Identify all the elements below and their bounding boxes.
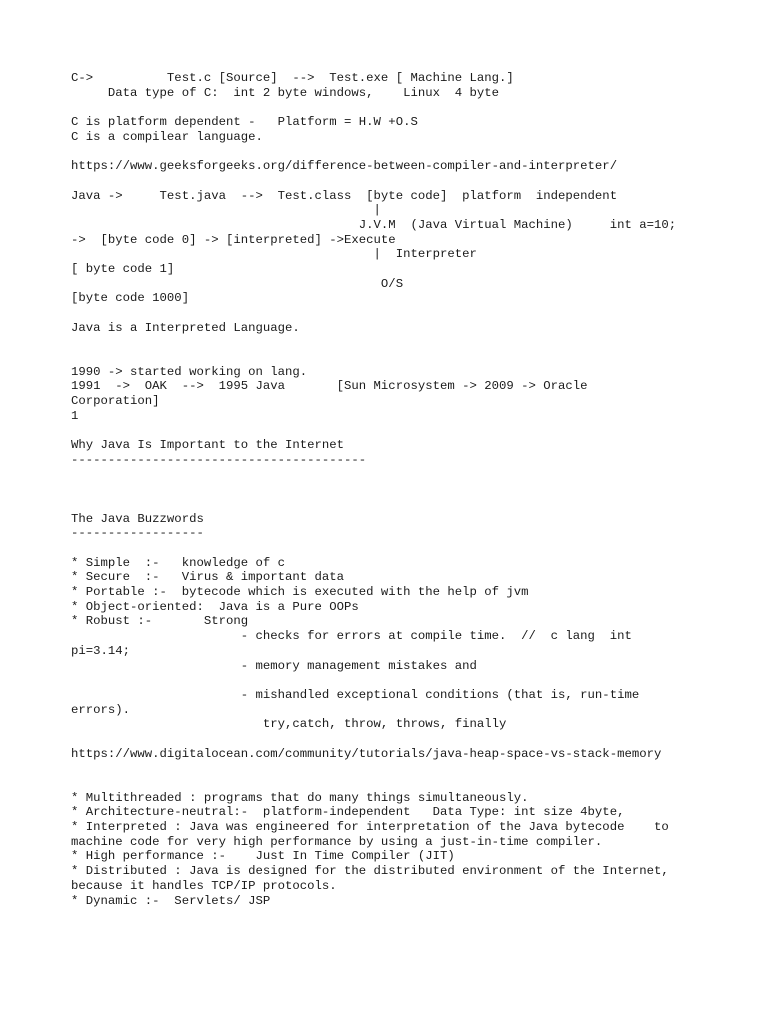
text-line: * Simple :- knowledge of c [71, 555, 286, 570]
text-line: 1990 -> started working on lang. [71, 364, 308, 379]
text-line: -> [byte code 0] -> [interpreted] ->Execute [71, 232, 396, 247]
text-line: try,catch, throw, throws, finally [71, 717, 507, 732]
text-line: 1 [71, 408, 79, 423]
text-line: [byte code 1000] [71, 291, 190, 306]
text-line [71, 100, 761, 115]
text-line: * Dynamic :- Servlets/ JSP [71, 893, 271, 908]
text-line: Java -> Test.java --> Test.class [byte code] platform independent [71, 188, 618, 203]
text-line [71, 350, 761, 365]
text-line: J.V.M (Java Virtual Machine) int a=10; [71, 217, 677, 232]
text-line: [ byte code 1] [71, 261, 175, 276]
text-line [71, 174, 761, 189]
text-line: * Robust :- Strong [71, 614, 249, 629]
text-line: errors). [71, 702, 131, 717]
text-line: The Java Buzzwords [71, 511, 204, 526]
text-line [71, 424, 761, 439]
text-line: * Multithreaded : programs that do many things simultaneously. [71, 790, 529, 805]
text-line: - memory management mistakes and [71, 658, 477, 673]
text-line: ---------------------------------------- [71, 452, 367, 467]
text-line [71, 482, 761, 497]
text-line: * High performance :- Just In Time Compiler (JIT) [71, 849, 455, 864]
text-line: O/S [71, 276, 404, 291]
text-line: C is platform dependent - Platform = H.W +O.S [71, 115, 418, 130]
text-line: * Interpreted : Java was engineered for interpretation of the Java bytecode to [71, 820, 669, 835]
text-line: C-> Test.c [Source] --> Test.exe [ Machine Lang.] [71, 71, 514, 85]
text-line: machine code for very high performance by using a just-in-time compiler. [71, 834, 603, 849]
text-line [71, 497, 761, 512]
text-line: * Object-oriented: Java is a Pure OOPs [71, 599, 359, 614]
text-line [71, 673, 761, 688]
text-line: | [71, 203, 381, 218]
text-line: https://www.geeksforgeeks.org/difference-between-compiler-and-interpreter/ [71, 159, 618, 174]
text-line: ------------------ [71, 526, 204, 541]
document-body [71, 71, 761, 908]
text-line: * Portable :- bytecode which is executed with the help of jvm [71, 585, 529, 600]
text-line [71, 732, 761, 747]
text-line: Corporation] [71, 394, 160, 409]
text-line [71, 761, 761, 776]
text-line: Data type of C: int 2 byte windows, Linux 4 byte [71, 85, 500, 100]
text-line: pi=3.14; [71, 643, 131, 658]
text-line: Why Java Is Important to the Internet [71, 438, 345, 453]
text-line [71, 776, 761, 791]
text-line: 1991 -> OAK --> 1995 Java [Sun Microsystem -> 2009 -> Oracle [71, 379, 588, 394]
text-line: - checks for errors at compile time. // c lang int [71, 629, 632, 644]
text-line: * Secure :- Virus & important data [71, 570, 345, 585]
text-line [71, 144, 761, 159]
text-line: * Architecture-neutral:- platform-independent Data Type: int size 4byte, [71, 805, 625, 820]
text-line [71, 541, 761, 556]
text-line: Java is a Interpreted Language. [71, 320, 300, 335]
text-line [71, 306, 761, 321]
text-line: - mishandled exceptional conditions (that is, run-time [71, 687, 640, 702]
text-line: C is a compilear language. [71, 129, 263, 144]
text-line [71, 468, 761, 483]
text-line [71, 335, 761, 350]
text-line: | Interpreter [71, 247, 477, 262]
text-line: * Distributed : Java is designed for the distributed environment of the Internet, [71, 864, 669, 879]
text-line: because it handles TCP/IP protocols. [71, 878, 337, 893]
text-line: https://www.digitalocean.com/community/tutorials/java-heap-space-vs-stack-memory [71, 746, 662, 761]
